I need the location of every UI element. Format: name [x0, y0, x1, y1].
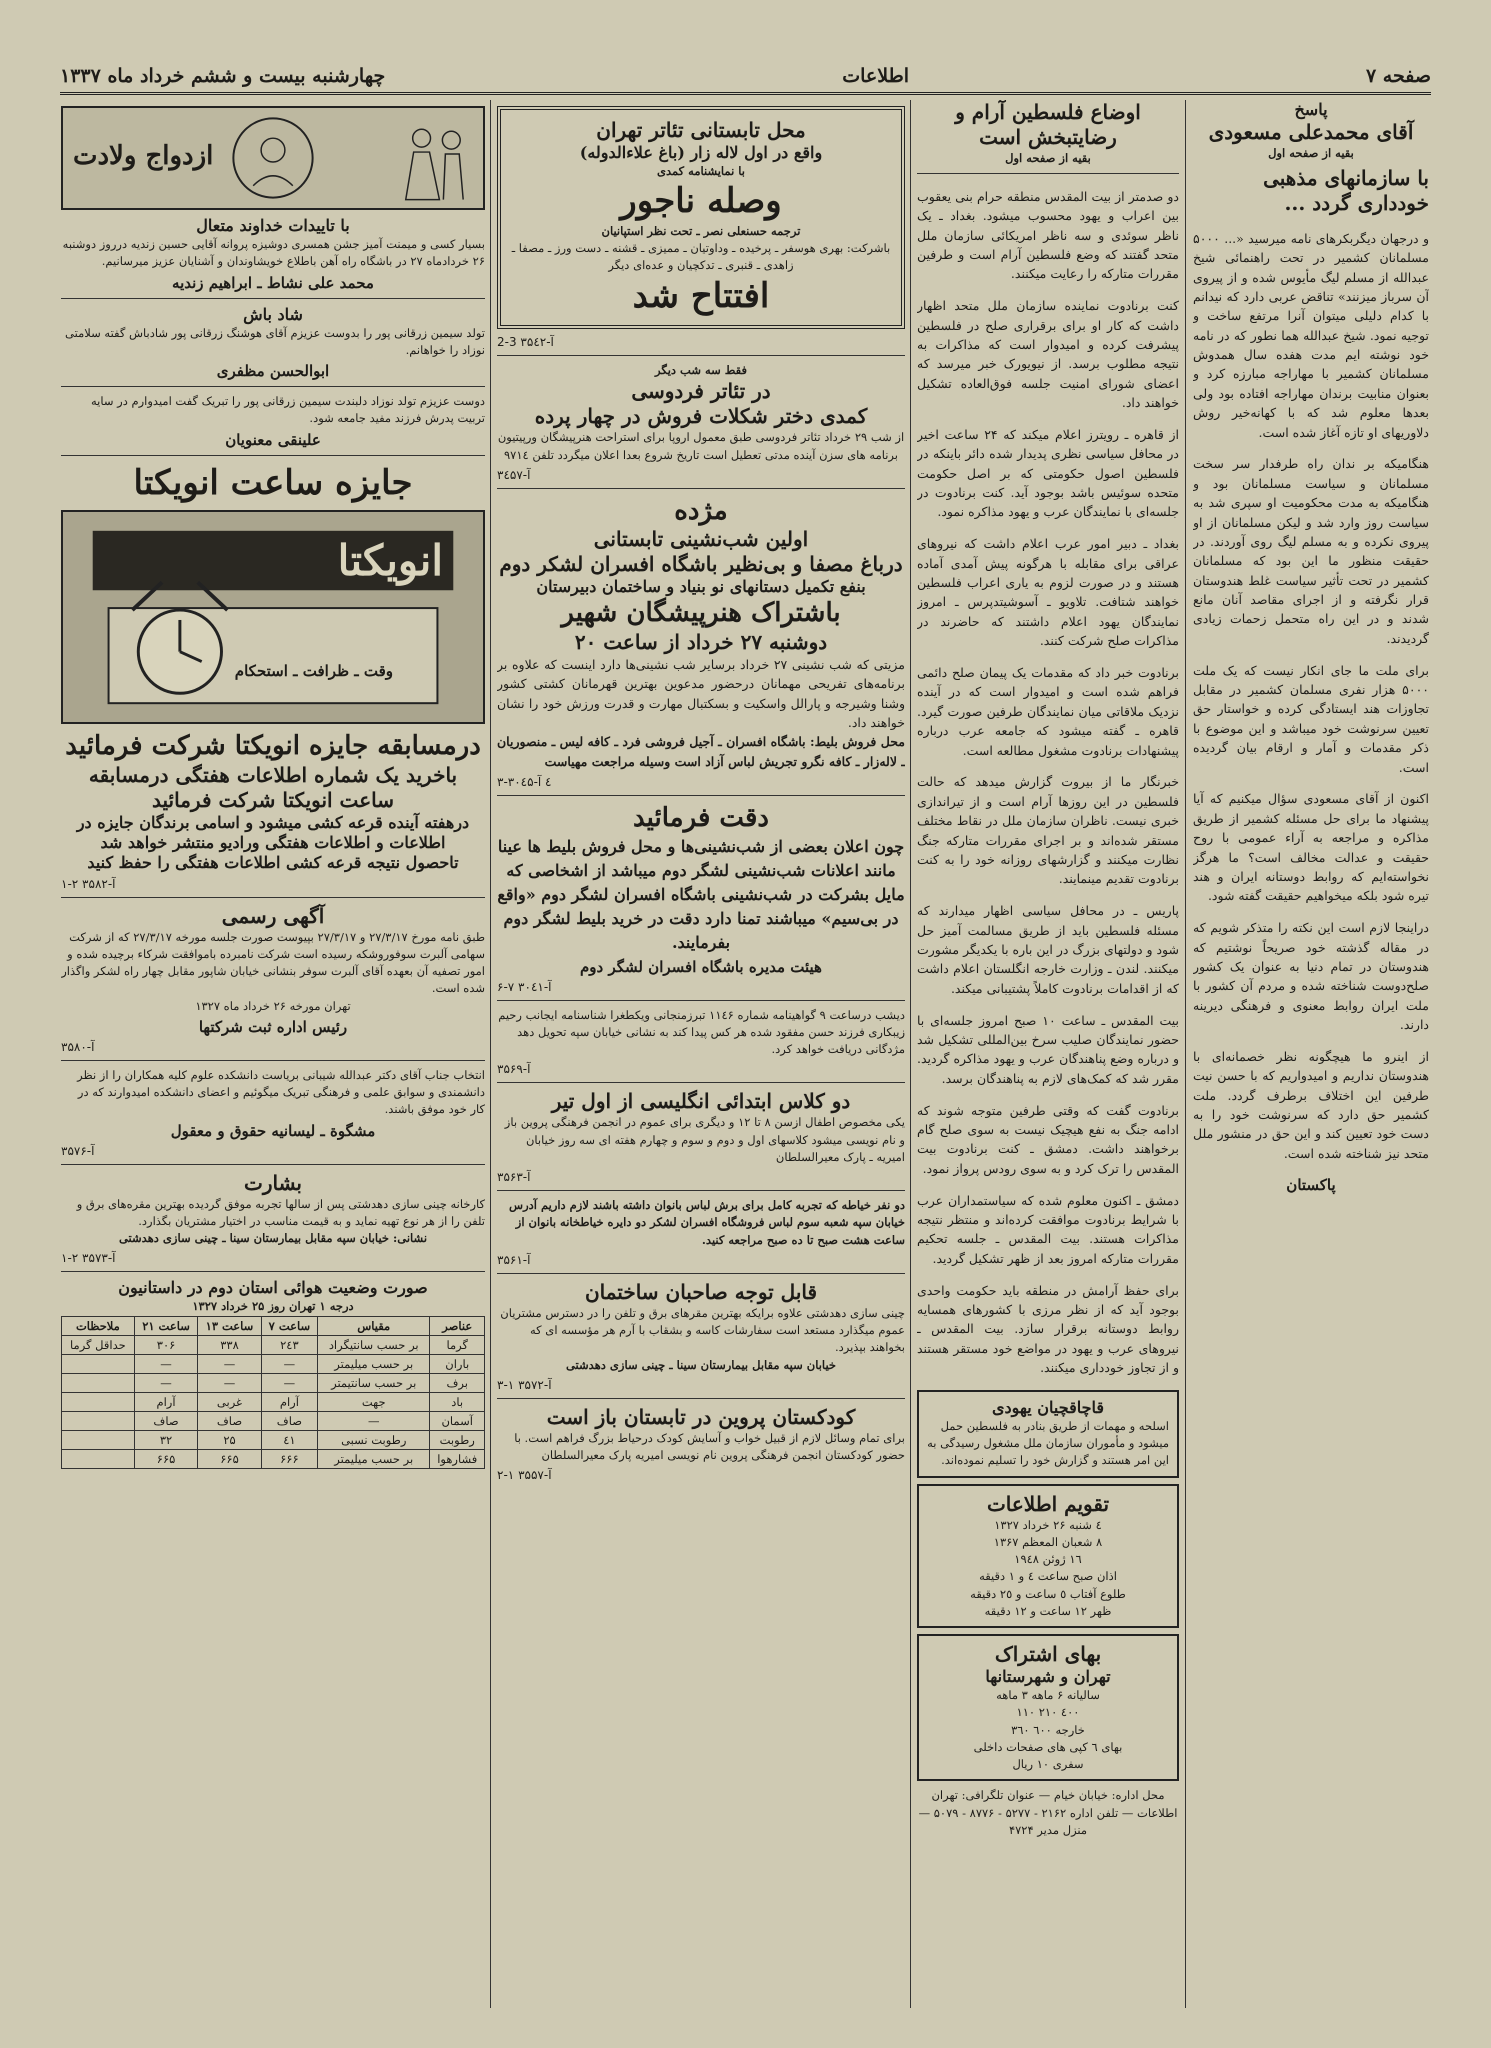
invicta-prize-ad	[61, 462, 485, 891]
wedding-birth-title: ازدواج ولادت	[73, 141, 214, 171]
ad-text: دیشب درساعت ۹ گواهینامه شماره ۱۱٤۶ تبرزمنجانی ویکطغرا شناسنامه ایجانب رحیم زیبکاری فرزند حسن مفقود شده هر کس پیدا کند به نشانی خیابان سپه تحویل دهد مژدگانی دریافت خواهد کرد.	[498, 1007, 905, 1056]
table-row	[62, 1392, 485, 1411]
divider	[61, 455, 485, 456]
ad-code: آ-۳۵۶۱	[497, 1252, 531, 1267]
reply-continued: بقیه از صفحه اول	[1268, 146, 1354, 160]
calendar-title: تقویم اطلاعات	[986, 1491, 1110, 1516]
table-row	[62, 1354, 485, 1373]
ad-code: آ-۳۵۷۲ ۱-۳	[497, 1377, 552, 1392]
table-header: مقیاس	[318, 1316, 430, 1335]
wedding-birth-banner	[61, 106, 485, 210]
table-cell: بر حسب سانتیگراد	[318, 1335, 430, 1354]
column-rule	[490, 100, 491, 2008]
palestine-paragraph: بغداد ـ دبیر امور عرب اعلام داشت که نیروهای عراقی برای مقابله با هرگونه پیش آمدی آماده هستند و در صورت لزوم به یاری اعراب فلسطین خواهند شتافت. تلاویو ـ آسوشیتدپرس ـ امروز نمایندگان یهود اعلام داشتند که حاضرند در مذاکرات صلح شرکت کنند.	[917, 536, 1179, 649]
table-cell: فشارهوا	[430, 1449, 485, 1468]
table-cell: حداقل گرما	[62, 1335, 135, 1354]
calendar-box	[917, 1484, 1179, 1629]
ad-with: باشتراک هنرپیشگان شهیر	[561, 598, 841, 629]
ad-code: 2-3 آ-۳۵٤۲	[497, 335, 554, 349]
reply-signature: پاکستان	[1286, 1175, 1336, 1194]
theatre-ferdowsi-ad	[497, 362, 905, 482]
ad-title: بشارت	[244, 1170, 302, 1195]
divider	[497, 1273, 905, 1274]
table-cell: ۲۵	[198, 1430, 261, 1449]
column-ads	[497, 100, 905, 2008]
notice-text: بسیار کسی و میمنت آمیز جشن همسری دوشیزه پروانه آقایی حسین زندیه درروز دوشنبه ۲۶ خردادماه ۲۷ در باشگاه راه آهن باطلاع خویشاوندان و آشنایان عزیز میرسانیم.	[62, 237, 485, 269]
smugglers-text: اسلحه و مهمات از طریق بنادر به فلسطین حمل میشود و مأموران سازمان ملل مشغول رسیدگی به این امر هستند و گزارش خود را تسلیم نموده‌اند.	[927, 1418, 1169, 1468]
table-row	[62, 1411, 485, 1430]
table-row	[62, 1430, 485, 1449]
table-header-row	[62, 1316, 485, 1335]
table-cell: رطوبت نسبی	[318, 1430, 430, 1449]
divider	[497, 355, 905, 356]
ad-text: مزیتی که شب نشینی ۲۷ خرداد برسایر شب نشینی‌ها دارد اینست که علاوه بر برنامه‌های تفریحی مهمانان درحضور مدعوین بهترین قهرمانان کشتی کشور وشنا وشیرجه و پارالل واسکیت و بسکتبال مهارت و قدرت ورزش خود را نشان خواهند داد.	[497, 656, 905, 730]
ad-title: کودکستان پروین در تابستان باز است	[546, 1404, 856, 1429]
table-cell: صاف	[134, 1411, 197, 1430]
masthead	[60, 60, 1431, 95]
table-cell: گرما	[430, 1335, 485, 1354]
reply-title: آقای محمدعلی مسعودی	[1208, 120, 1414, 144]
table-cell: بر حسب میلیمتر	[318, 1354, 430, 1373]
calendar-row: ۱٦ ژوئن ۱۹٤۸	[1014, 1552, 1082, 1567]
table-header: ساعت ۷	[261, 1316, 317, 1335]
palestine-paragraph: پاریس ـ در محافل سیاسی اظهار میدارند که مسئله فلسطین باید از طریق مسالمت آمیز حل شود و دولتهای بزرگ در این باره با یکدیگر مشورت میکنند. لندن ـ وزارت خارجه انگلستان اعلام داشت که از اقدامات برنادوت کاملاً پشتیبانی میکند.	[917, 903, 1179, 996]
ad-title: مژده	[674, 495, 728, 526]
ad-credits: ترجمه حسنعلی نصر ـ تحت نظر استپانیان	[601, 223, 801, 238]
ad-location: واقع در اول لاله زار (باغ علاءالدوله)	[579, 143, 823, 162]
ad-code: آ-۳۵۵۷ ۱-۲	[497, 1468, 552, 1483]
column-reply	[1193, 100, 1429, 2008]
table-cell: —	[134, 1373, 197, 1392]
table-cell: آرام	[134, 1392, 197, 1411]
table-cell: —	[198, 1373, 261, 1392]
ad-text: یکی مخصوص اطفال ازسن ۸ تا ۱۲ و دیگری برای عموم در انجمن فرهنگی پروین باز و نام نویسی میشود کلاسهای اول و دوم و سوم و چهارم هفته ای سه روز خیابان امیریه ـ پارک معیرالسلطان	[504, 1115, 905, 1164]
weather-table	[61, 1316, 485, 1469]
weather-subtitle: درجه ۱ تهران روز ۲۵ خرداد ۱۳۲۷	[192, 1299, 354, 1314]
table-cell: آسمان	[430, 1411, 485, 1430]
ad-venue: درباغ مصفا و بی‌نظیر باشگاه افسران لشکر دوم	[499, 552, 903, 577]
election-notice	[61, 1067, 485, 1158]
attention-ad	[497, 802, 905, 994]
divider	[61, 386, 485, 387]
official-notice	[61, 904, 485, 1054]
officers-club-ad	[497, 495, 905, 789]
contest-more: درهفته آینده قرعه کشی میشود و اسامی برندگان جایزه در اطلاعات و اطلاعات هفتگی ورادیو منتشر خواهد شد	[76, 812, 470, 852]
notice-title: با تاییدات خداوند متعال	[196, 216, 350, 235]
table-cell: باران	[430, 1354, 485, 1373]
table-cell: ٤۱	[261, 1430, 317, 1449]
table-header: ساعت ۲۱	[134, 1316, 197, 1335]
smugglers-box	[917, 1390, 1179, 1478]
palestine-paragraph: برای حفظ آرامش در منطقه باید حکومت واحدی بوجود آید که از نظر مرزی با کشورهای همسایه روابط دوستانه برقرار سازد. بیت المقدس ـ نیروهای عرب و یهود در مواضع خود مستقر هستند و از تجاوز خودداری میکنند.	[917, 1282, 1179, 1375]
ad-title: دو کلاس ابتدائی انگلیسی از اول تیر	[551, 1089, 851, 1114]
table-header: ساعت ۱۳	[198, 1316, 261, 1335]
ad-sign: هیئت مدیره باشگاه افسران لشگر دوم	[580, 957, 822, 976]
palestine-paragraph: برنادوت گفت که وقتی طرفین متوجه شوند که ادامه جنگ به نفع هیچیک نیست به سوی صلح گام برخواهند داشت. دمشق ـ کنت برنادوت بیت المقدس را ترک کرد و به سوی رودس پرواز نمود.	[917, 1102, 1179, 1176]
watch-brand: انویکتا	[337, 536, 443, 585]
lost-document-ad	[497, 1007, 905, 1077]
notice-sign: علینقی معنویان	[225, 430, 321, 449]
table-cell: برف	[430, 1373, 485, 1392]
palestine-paragraph: خبرنگار ما از بیروت گزارش میدهد که حالت فلسطین در این روزها آرام است و از تیراندازی خبری نیست. ناظران سازمان ملل در نقاط مختلف مستقر شده‌اند و بر اجرای مقررات متارکه جنگ نظارت میکنند و گزارشهای روزانه خود را به کنت برنادوت تقدیم مینمایند.	[917, 774, 1179, 887]
subscription-row: خارجه ٦٠٠ ٣٦٠	[1011, 1722, 1085, 1737]
ad-date: دوشنبه ۲۷ خرداد از ساعت ۲۰	[574, 629, 828, 654]
birth-notice	[61, 393, 485, 449]
contest-title: درمسابقه جایزه انویکتا شرکت فرمائید	[65, 731, 481, 761]
subscription-subtitle: تهران و شهرستانها	[985, 1667, 1111, 1687]
weather-report	[61, 1278, 485, 1468]
ad-text: چون اعلان بعضی از شب‌نشینی‌ها و محل فروش بلیط ها عینا مانند اعلانات شب‌نشینی لشگر دوم میباشد از اشخاصی که مایل بشرکت در شب‌نشینی باشگاه افسران لشگر دوم «واقع در بی‌سیم» میباشند تمنا دارد دقت در خرید بلیط لشگر دوم بفرمایند.	[497, 836, 905, 952]
table-cell: ۶۶۶	[261, 1449, 317, 1468]
page-number: صفحه ۷	[1365, 65, 1431, 87]
notice-sign: محمد علی نشاط ـ ابراهیم زندیه	[172, 273, 374, 292]
ad-text: از شب ۲۹ خرداد تئاتر فردوسی طبق معمول اروپا برای استراحت هنرپیشگان ورپیتیون برنامه های سزن آینده مدتی تعطیل است تاریخ شروع بعدا اعلان میگردد تلفن ۹۷۱٤	[497, 430, 905, 462]
subscription-row: ٤٠٠ ۲۱۰ ۱۱۰	[1016, 1705, 1080, 1720]
subscription-row: سفری ۱۰ ریال	[1012, 1757, 1084, 1772]
table-cell: بر حسب سانتیمتر	[318, 1373, 430, 1392]
column-rule	[910, 100, 911, 2008]
ad-code: ۱-۲ آ-۳۵۷۳	[61, 1251, 116, 1266]
notice-title: آگهی رسمی	[221, 903, 325, 928]
notice-sign: ابوالحسن مظفری	[216, 362, 330, 380]
reply-paragraph: اکنون از آقای مسعودی سؤال میکنیم که آیا پیشنهاد ما برای حل مسئله کشمیر از طریق مذاکره و مراجعه به آراء عمومی با روح حقیقت و عدالت مخالف است؟ ما هرگز نخواسته‌ایم که روابط دوستانه ایران و هند تیره شود بلکه میخواهیم حقیقت گفته شود.	[1193, 791, 1429, 904]
table-cell: —	[198, 1354, 261, 1373]
divider	[61, 1060, 485, 1061]
watch-ad-image	[61, 510, 485, 724]
ad-theatre: در تئاتر فردوسی	[631, 379, 771, 404]
issue-date: چهارشنبه بیست و ششم خرداد ماه ۱۳۳۷	[60, 65, 386, 87]
table-row	[62, 1335, 485, 1354]
ad-code: آ-۳۵۶۳	[497, 1170, 531, 1184]
notice-text: تولد سیمین زرقانی پور را بدوست عزیزم آقای هوشنگ زرقانی پور شادباش گفته سلامتی نوزاد را خواهانم.	[65, 325, 485, 357]
table-cell: غربی	[198, 1392, 261, 1411]
table-cell: —	[134, 1354, 197, 1373]
palestine-paragraph: از قاهره ـ رویترز اعلام میکند که ۲۴ ساعت اخیر در محافل سیاسی نظری پدیدار شده دائر باینکه در فلسطین اصول حکومتی که بر اصل حکومت متحده سوئیس باشد بوجود آید. کنت برنادوت در جلسه‌ای با نمایندگان عرب و یهود مذاکره نمود.	[917, 426, 1179, 520]
table-cell: باد	[430, 1392, 485, 1411]
table-cell: صاف	[198, 1411, 261, 1430]
ad-address: نشانی: خیابان سپه مقابل بیمارستان سینا ـ چینی سازی دهدشتی	[118, 1231, 428, 1245]
reply-paragraph: دراینجا لازم است این نکته را متذکر شویم که در مقاله گذشته خود صریحاً نوشتیم که هندوستان در تمام دنیا به عنوان یک کشور صلح‌دوست شناخته شده و مردم آن کشور با ملت ایران روابط معنوی و فرهنگی دیرینه دارند.	[1193, 920, 1429, 1032]
table-cell: ۲٤۳	[261, 1335, 317, 1354]
congrats-notice	[61, 305, 485, 381]
table-cell: —	[261, 1373, 317, 1392]
calendar-row: اذان صبح ساعت ٤ و ١ دقیقه	[979, 1569, 1117, 1584]
english-class-ad	[497, 1089, 905, 1184]
ad-pretitle: فقط سه شب دیگر	[655, 363, 747, 377]
calendar-row: طلوع آفتاب ٥ ساعت و ٢٥ دقیقه	[970, 1586, 1126, 1601]
ad-title: دقت فرمائید	[633, 803, 769, 833]
column-palestine	[917, 100, 1179, 2008]
notice-text: انتخاب جناب آقای دکتر عبدالله شیبانی بریاست دانشکده علوم کلیه همکاران را از نظر دانشمندی و سوابق علمی و فرهنگی تبریک میگوئیم و اعضای دانشکده امیدوارند که در کار خود موفق باشند.	[77, 1067, 485, 1117]
subscription-title: بهای اشتراک	[994, 1642, 1102, 1667]
ad-title: قابل توجه صاحبان ساختمان	[584, 1279, 818, 1304]
ad-code: ۶-۷ آ-۳۰٤۱	[497, 979, 552, 994]
ad-code: ۱-۲ آ-۳۵۸۲	[61, 876, 116, 891]
table-cell: —	[318, 1411, 430, 1430]
contest-note: تاحصول نتیجه قرعه کشی اطلاعات هفتگی را حفظ کنید	[87, 852, 459, 872]
reply-paragraph: برای ملت ما جای انکار نیست که یک ملت ۵۰۰۰ هزار نفری مسلمان کشمیر در مقابل تجاوزات هند ایستادگی کرده و خواستار حق تعیین سرنوشت خود میباشد و این موضوع با ذکر مقدمات و آمار و ارقام بیان گردیده است.	[1193, 662, 1429, 775]
column-rule	[1185, 100, 1186, 2008]
table-cell: ۶۶۵	[134, 1449, 197, 1468]
palestine-paragraph: کنت برنادوت نماینده سازمان ملل متحد اظهار داشت که کار او برای برقراری صلح در فلسطین پیشرفت کرده و امیدوار است که مذاکرات به نتیجه مطلوب برسد. از نیویورک خبر میرسد که اعضای شورای امنیت جلسه فوق‌العاده تشکیل خواهند داد.	[917, 298, 1179, 410]
palestine-paragraph: بیت المقدس ـ ساعت ۱۰ صبح امروز جلسه‌ای با حضور نمایندگان صلیب سرخ بین‌المللی تشکیل شد و درباره وضع پناهندگان عرب و یهود مذاکره گردید. مقرر شد که کمک‌های لازم به پناهندگان برسد.	[917, 1012, 1179, 1086]
ad-opening: افتتاح شد	[632, 275, 770, 316]
palestine-continued: بقیه از صفحه اول	[1005, 151, 1091, 165]
table-cell	[62, 1392, 135, 1411]
table-row	[62, 1373, 485, 1392]
building-owners-ad	[497, 1280, 905, 1392]
ad-play-title: وصله ناجور	[620, 181, 782, 222]
reply-paragraph: و درجهان دیگربکرهای نامه میرسید «... ۵۰۰۰ مسلمانان کشمیر در تحت راهنمائی شیخ عبدالله از مسلم لیگ مأیوس شده و از پیروی آن سرباز میزنند» تناقض عربی دارد که نیدانم با کدام دلیلی میتوان آنرا مرتفع ساخت و توجیه نمود. شیخ عبدالله هما نطور که در نامه خود نوشته ایم مدت هفده سال همدوش مسلمانان کشمیر با مهاراجه مبارزه کرد و بعنوان منابیت برندان مهاراجه افتاده بود ولی بعدها معلوم شد که با کهانه‌خیر روش دلاوریهای او تازه آغاز شده است.	[1193, 230, 1429, 440]
divider	[917, 173, 1179, 174]
table-cell	[62, 1411, 135, 1430]
divider	[497, 488, 905, 489]
divider	[61, 298, 485, 299]
table-cell: ۳۳۸	[198, 1335, 261, 1354]
tailor-ad	[497, 1197, 905, 1267]
table-cell: —	[261, 1354, 317, 1373]
table-cell	[62, 1373, 135, 1392]
subscription-row: سالیانه ۶ ماهه ۳ ماهه	[996, 1688, 1100, 1703]
notice-text: طبق نامه مورخ ۲۷/۳/۱۷ و ۲۷/۳/۱۷ بپیوست صورت جلسه مورخه ۲۷/۳/۱۷ که از شرکت سهامی آلبرت سوفوروشکه رسیده است شرکت نامبرده باموافقت شرکاء برچیده شده و امور تصفیه آن بعهده آقای آلبرت سوفر بنشانی خیابان شاپور مقابل چهار راه لشکر واگذار شده است.	[61, 929, 485, 996]
wedding-notice	[61, 216, 485, 292]
ad-address: خیابان سپه مقابل بیمارستان سینا ـ چینی سازی دهدشتی	[565, 1357, 837, 1372]
ad-code: آ-۳۵۶۹	[497, 1062, 531, 1077]
good-news-ad	[61, 1171, 485, 1266]
calendar-row: ۸ شعبان المعظم ۱۳۶۷	[993, 1534, 1103, 1549]
table-cell: ۳۲	[134, 1430, 197, 1449]
theatre-tehran-ad	[497, 106, 905, 329]
ad-text: برای تمام وسائل لازم از قبیل خواب و آسایش کودک درحیاط بزرگ فراهم است. با حضور کودکستان انجمن فرهنگی پروین نام نویسی امیریه پارک معیرالسلطان	[514, 1430, 905, 1462]
notice-sign: مشگوة ـ لیسانیه حقوق و معقول	[170, 1121, 376, 1140]
column-notices	[61, 100, 485, 2008]
ad-code: آ-۳۵۷۶	[61, 1143, 95, 1158]
table-cell: ۶۶۵	[198, 1449, 261, 1468]
reply-kicker: پاسخ	[1294, 100, 1328, 119]
table-header: عناصر	[430, 1316, 485, 1335]
table-header: ملاحظات	[62, 1316, 135, 1335]
palestine-paragraph: دو صدمتر از بیت المقدس منطقه حرام بنی یعقوب بین اعراب و یهود محسوب میشود. بغداد ـ یک ناظر سوئدی و سه ناظر امریکائی سازمان ملل متحد گفتند که وضع فلسطین آرام است و طرفین مقررات متارکه را رعایت میکنند.	[917, 188, 1179, 282]
divider	[497, 1082, 905, 1083]
ad-text: دو نفر خیاطه که تجربه کامل برای برش لباس بانوان داشته باشند لازم داریم آدرس خیابان سپه شعبه سوم لباس فروشگاه افسران لشکر دو دایره خیاطخانه بانوان از ساعت هشت صبح تا ده صبح مراجعه کنید.	[509, 1198, 905, 1247]
divider	[61, 1164, 485, 1165]
subscription-row: بهای ٦ کپی های صفحات داخلی	[973, 1739, 1123, 1754]
notice-sign: رئیس اداره ثبت شرکتها	[198, 1017, 348, 1036]
smugglers-title: قاچاقچیان یهودی	[991, 1397, 1105, 1417]
ad-cast: باشرکت: بهری هوسفر ـ پرخیده ـ وداوتیان ـ ممیزی ـ قشنه ـ دست ورز ـ مصفا ـ زاهدی ـ قنبری ـ تدکچیان و عده‌ای دیگر	[511, 241, 891, 273]
notice-date: تهران مورخه ۲۶ خرداد ماه ۱۳۲۷	[195, 998, 351, 1013]
ad-cause: بنفع تکمیل دستانهای نو بنیاد و ساختمان دبیرستان	[536, 577, 866, 597]
calendar-row: ظهر ۱۲ ساعت و ۱۲ دقیقه	[984, 1603, 1112, 1618]
reply-lead: با سازمانهای مذهبی خودداری گردد ...	[1263, 166, 1429, 216]
ad-code: آ-۳٤۵۷	[497, 467, 531, 482]
table-cell	[62, 1354, 135, 1373]
table-cell: رطوبت	[430, 1430, 485, 1449]
ad-title: محل تابستانی تئاتر تهران	[596, 118, 806, 142]
table-cell: صاف	[261, 1411, 317, 1430]
table-row	[62, 1449, 485, 1468]
palestine-headline: اوضاع فلسطین آرام و رضایتبخش است	[955, 100, 1141, 149]
divider	[497, 1190, 905, 1191]
table-cell	[62, 1449, 135, 1468]
paper-name: اطلاعات	[842, 65, 909, 87]
ad-subtitle: اولین شب‌نشینی تابستانی	[593, 527, 809, 552]
notice-title: شاد باش	[243, 304, 303, 324]
kindergarten-ad	[497, 1405, 905, 1483]
weather-title: صورت وضعیت هوائی استان دوم در داستانیون	[118, 1278, 428, 1298]
table-cell: جهت	[318, 1392, 430, 1411]
ad-code: آ-۳۵۸۰	[61, 1039, 95, 1054]
ad-play-title: کمدی دختر شکلات فروش در چهار پرده	[534, 404, 868, 429]
table-cell	[62, 1430, 135, 1449]
contest-text: باخرید یک شماره اطلاعات هفتگی درمسابقه ساعت انویکتا شرکت فرمائید	[88, 762, 458, 812]
watch-caption: وقت ـ ظرافت ـ استحکام	[234, 662, 393, 680]
divider	[61, 1271, 485, 1272]
reply-paragraph: از اینرو ما هیچگونه نظر خصمانه‌ای با هندوستان نداریم و امیدواریم که با حسن نیت طرفین این اختلاف برطرف گردد. ملت کشمیر حق دارد که سرنوشت خود را به دست خود تعیین کند و این حق در منشور ملل متحد نیز شناخته شده است.	[1193, 1048, 1429, 1161]
notice-text: دوست عزیزم تولد نوزاد دلبندت سیمین زرقانی پور را تبریک گفت امیدوارم در سایه تربیت پدرش فرزند مفید جامعه شود.	[91, 394, 485, 426]
calendar-row: ٤ شنبه ۲۶ خرداد ۱۳۲۷	[994, 1517, 1102, 1532]
palestine-paragraph: دمشق ـ اکنون معلوم شده که سیاستمداران عرب با شرایط برنادوت موافقت کرده‌اند و منتظر نتیجه مذاکرات هستند. بیت المقدس ـ جلسه تحکیم مقررات متارکه امروز بعد از ظهر تشکیل گردید.	[917, 1192, 1179, 1266]
subscription-box	[917, 1634, 1179, 1781]
palestine-paragraph: برنادوت خبر داد که مقدمات یک پیمان صلح دائمی فراهم شده است و امیدوار است که در آینده نزدیک ملاقاتی میان نمایندگان طرفین صورت گیرد. قاهره ـ گفته میشود که جامعه عرب درباره پیشنهادات برنادوت مشغول مطالعه است.	[917, 665, 1179, 758]
divider	[61, 897, 485, 898]
office-address: محل اداره: خیابان خیام — عنوان تلگرافی: تهران اطلاعات — تلفن اداره ۲۱۶۲ - ۵۲۷۷ - ۸۷۷۶ - ۵۰۷۹ — منزل مدیر ۴۷۲۴	[918, 1788, 1178, 1837]
divider	[497, 1000, 905, 1001]
ad-text: چینی سازی دهدشتی علاوه برایکه بهترین مقرهای برق و تلفن را در دسترس مشتریان عموم میگذارد مستعد است سفارشات کاسه و بشقاب با آرم هر مؤسسه ای که بخواهند بپذیرد.	[500, 1305, 905, 1355]
divider	[497, 1398, 905, 1399]
reply-paragraph: هنگامیکه بر ندان راه طرفدار سر سخت مسلمانان و سیاست مسلمانان بود و هنگامیکه به مدت محکومیت او سپری شد به سیاست روز وارد شد و لیکن مسلمانان از او پیروی نکرده و به مسلم لیگ روی آوردند. در حقیقت منظور ما این بود که مسلمانان کشمیر در تحت تأثیر سیاست غلط هندوستان قرار نگرفته و از اجرای مقاصد آنان مانع شدند و در این راه متحمل زحمات زیادی گردیدند.	[1193, 456, 1429, 646]
ad-code: ۳-٤ آ-۳۰٤۵	[497, 775, 552, 789]
prize-title: جایزه ساعت انویکتا	[133, 462, 413, 503]
table-cell: ۳۰۶	[134, 1335, 197, 1354]
table-cell: آرام	[261, 1392, 317, 1411]
ad-text: کارخانه چینی سازی دهدشتی پس از سالها تجربه موفق گردیده بهترین مقره‌های برق و تلفن را از هر نوع تهیه نماید و به قیمت مناسب در اختیار مشتریان بگذارد.	[76, 1196, 485, 1228]
table-cell: بر حسب میلیمتر	[318, 1449, 430, 1468]
divider	[497, 795, 905, 796]
ad-sale: محل فروش بلیط: باشگاه افسران ـ آجیل فروشی فرد ـ کافه لیس ـ منصوریان ـ لاله‌زار ـ کافه‌ نگرو تجریش لباس آزاد است وسیله مراجعت مهیاست	[497, 734, 905, 769]
ad-subtitle: با نمایشنامه کمدی	[657, 164, 745, 178]
